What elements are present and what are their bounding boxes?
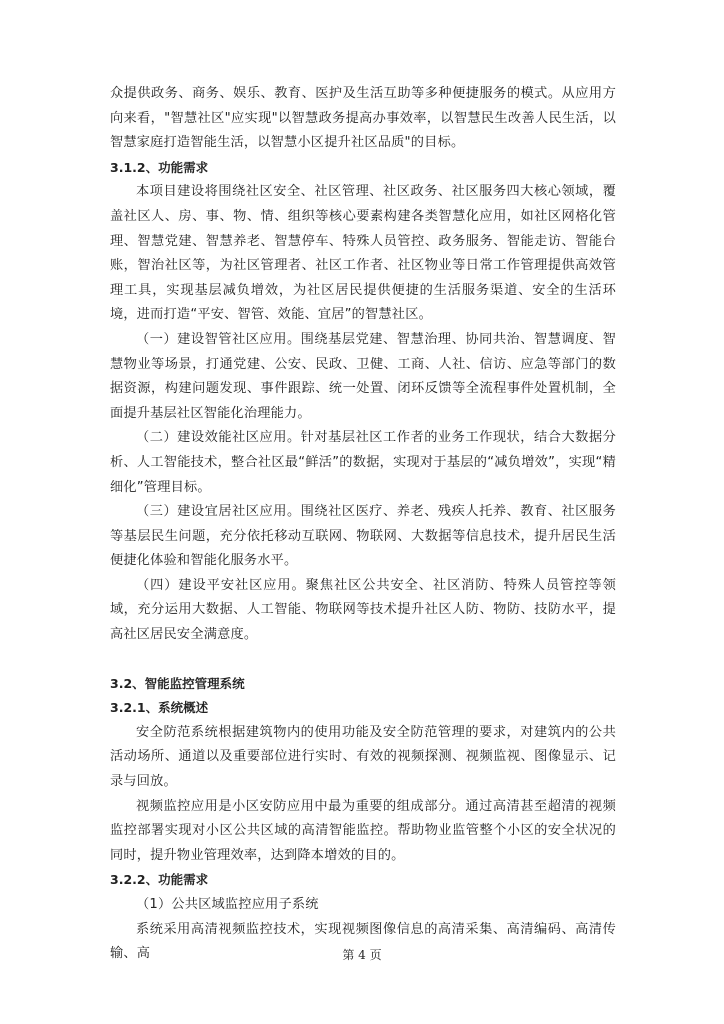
paragraph-livable: （三）建设宜居社区应用。围绕社区医疗、养老、残疾人托养、教育、社区服务等基层民生问题，充分依托移动互联网、物联网、大数据等信息技术，提升居民生活便捷化体验和智能化服务水平。	[110, 504, 616, 569]
heading-3-2-2: 3.2.2、功能需求	[110, 872, 209, 888]
paragraph-efficiency: （二）建设效能社区应用。针对基层社区工作者的业务工作现状，结合大数据分析、人工智能技术，整合社区最“鲜活”的数据，实现对于基层的“减负增效”，实现“精细化”管理目标。	[110, 430, 616, 495]
heading-3-2-1: 3.2.1、系统概述	[110, 700, 209, 716]
paragraph-video-monitoring: 视频监控应用是小区安防应用中最为重要的组成部分。通过高清甚至超清的视频监控部署实现对小区公共区域的高清智能监控。帮助物业监管整个小区的安全状况的同时，提升物业管理效率，达到降本增效的目的。	[110, 798, 616, 863]
paragraph-project-scope: 本项目建设将围绕社区安全、社区管理、社区政务、社区服务四大核心领域，覆盖社区人、房、事、物、情、组织等核心要素构建各类智慧化应用，如社区网格化管理、智慧党建、智慧养老、智慧停车、特殊人员管控、政务服务、智能走访、智能台账，智治社区等，为社区管理者、社区工作者、社区物业等日常工作管理提供高效管理工具，实现基层减负增效，为社区居民提供便捷的生活服务渠道、安全的生活环境，进而打造“平安、智管、效能、宜居”的智慧社区。	[110, 184, 616, 323]
paragraph-security-system: 安全防范系统根据建筑物内的使用功能及安全防范管理的要求，对建筑内的公共活动场所、通道以及重要部位进行实时、有效的视频探测、视频监视、图像显示、记录与回放。	[110, 724, 616, 790]
section-spacer	[110, 648, 616, 672]
heading-3-1-2: 3.1.2、功能需求	[110, 159, 209, 175]
page-number: 第 4 页	[342, 948, 382, 962]
document-body	[110, 82, 616, 967]
paragraph-safe: （四）建设平安社区应用。聚焦社区公共安全、社区消防、特殊人员管控等领域，充分运用大数据、人工智能、物联网等技术提升社区人防、物防、技防水平，提高社区居民安全满意度。	[110, 577, 616, 643]
paragraph-smart-management: （一）建设智管社区应用。围绕基层党建、智慧治理、协同共治、智慧调度、智慧物业等场景，打通党建、公安、民政、卫健、工商、人社、信访、应急等部门的数据资源，构建问题发现、事件跟踪、统一处置、闭环反馈等全流程事件处置机制，全面提升基层社区智能化治理能力。	[110, 331, 616, 421]
paragraph-hd-video: 系统采用高清视频监控技术，实现视频图像信息的高清采集、高清编码、高清传输、高	[110, 921, 616, 962]
paragraph-subsystem-title: （1）公共区域监控应用子系统	[136, 897, 319, 912]
heading-3-2: 3.2、智能监控管理系统	[110, 675, 245, 691]
paragraph-intro: 众提供政务、商务、娱乐、教育、医护及生活互助等多种便捷服务的模式。从应用方向来看，"智慧社区"应实现"以智慧政务提高办事效率，以智慧民生改善人民生活，以智慧家庭打造智能生活，以智慧小区提升社区品质"的目标。	[110, 86, 616, 151]
